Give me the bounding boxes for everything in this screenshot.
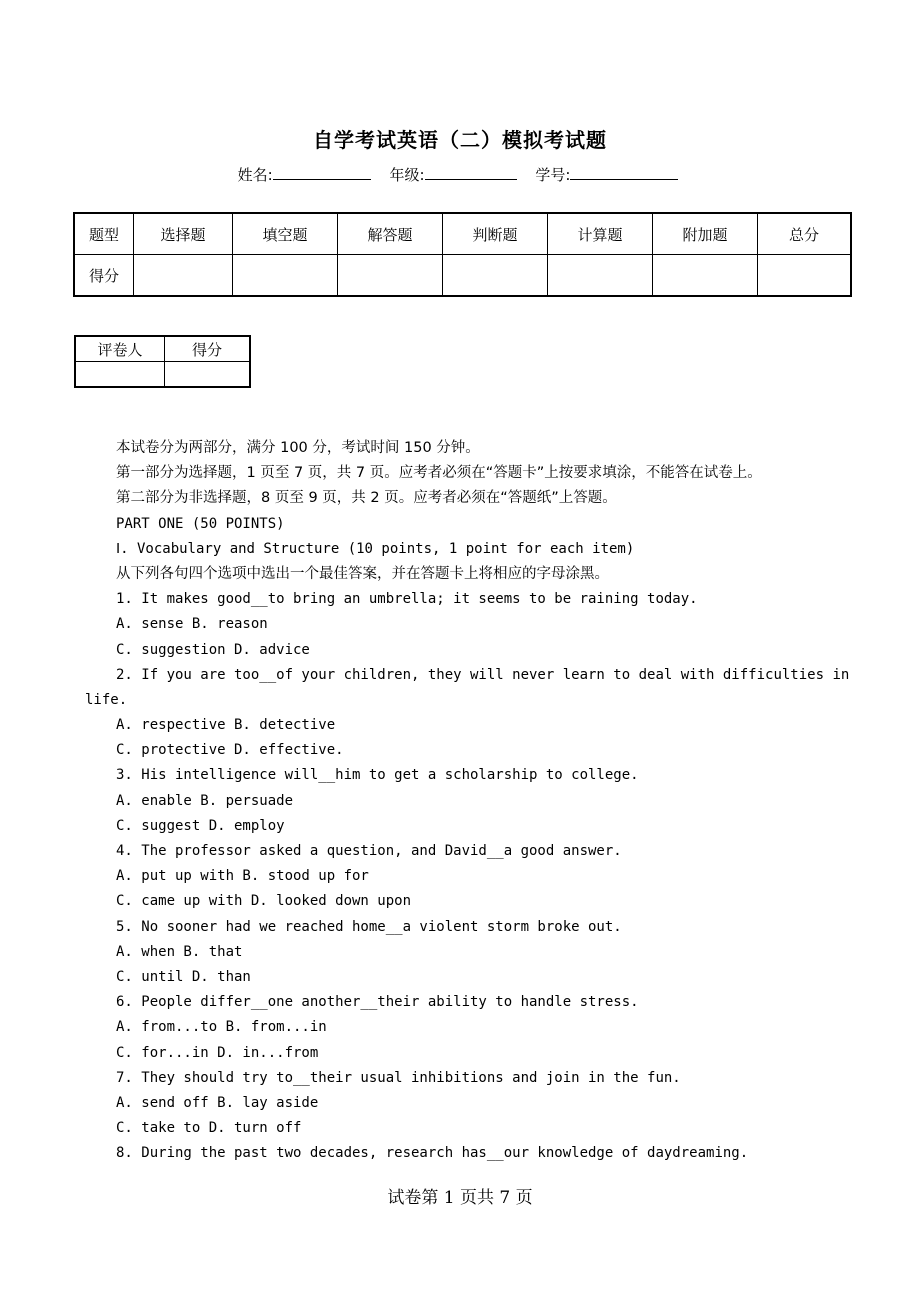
answer-options: C. suggestion D. advice bbox=[116, 641, 310, 658]
answer-options: A. respective B. detective bbox=[116, 717, 336, 734]
score-table bbox=[73, 212, 852, 297]
instruction-line: 第一部分为选择题，1 页至 7 页，共 7 页。应考者必须在“答题卡”上按要求填涂，不能答在试卷上。 bbox=[116, 465, 762, 482]
score-cell bbox=[134, 255, 233, 297]
student-id-label: 学号: bbox=[535, 166, 571, 184]
section-heading: PART ONE (50 POINTS) bbox=[116, 515, 285, 532]
instruction-line: 本试卷分为两部分，满分 100 分，考试时间 150 分钟。 bbox=[116, 440, 480, 456]
score-table-header-row bbox=[74, 213, 851, 255]
grader-header-reviewer: 评卷人 bbox=[75, 336, 165, 362]
score-cell bbox=[338, 255, 443, 297]
score-table-score-row bbox=[74, 255, 851, 297]
header-cell-type: 题型 bbox=[74, 213, 134, 255]
grader-header-score: 得分 bbox=[165, 336, 251, 362]
answer-options: A. when B. that bbox=[116, 943, 243, 960]
student-id-blank bbox=[570, 165, 678, 180]
instruction-line: 从下列各句四个选项中选出一个最佳答案，并在答题卡上将相应的字母涂黑。 bbox=[116, 565, 609, 582]
grade-blank bbox=[425, 165, 517, 180]
answer-options: A. send off B. lay aside bbox=[116, 1094, 319, 1111]
header-cell-calc: 计算题 bbox=[548, 213, 653, 255]
answer-options: C. take to D. turn off bbox=[116, 1120, 302, 1137]
question-text: 7. They should try to__their usual inhibitions and join in the fun. bbox=[116, 1069, 681, 1086]
score-cell bbox=[758, 255, 852, 297]
grade-label: 年级: bbox=[389, 166, 425, 184]
answer-options: C. came up with D. looked down upon bbox=[116, 893, 412, 910]
name-blank bbox=[273, 165, 371, 180]
question-text: 2. If you are too__of your children, they will never learn to deal with difficulties in bbox=[116, 666, 850, 683]
header-cell-choice: 选择题 bbox=[134, 213, 233, 255]
score-cell bbox=[443, 255, 548, 297]
score-cell bbox=[233, 255, 338, 297]
question-text: 8. During the past two decades, research has__our knowledge of daydreaming. bbox=[116, 1145, 749, 1162]
answer-options: A. from...to B. from...in bbox=[116, 1019, 327, 1036]
score-cell bbox=[548, 255, 653, 297]
answer-options: A. sense B. reason bbox=[116, 616, 268, 633]
subsection-heading: Ⅰ. Vocabulary and Structure (10 points, 1 point for each item) bbox=[116, 540, 635, 557]
answer-options: A. enable B. persuade bbox=[116, 792, 294, 809]
score-row-label: 得分 bbox=[74, 255, 134, 297]
header-cell-total: 总分 bbox=[758, 213, 852, 255]
page-footer: 试卷第 1 页共 7 页 bbox=[387, 1188, 533, 1208]
answer-options: C. protective D. effective. bbox=[116, 742, 344, 759]
question-text: 1. It makes good__to bring an umbrella; it seems to be raining today. bbox=[116, 591, 698, 608]
question-text: 4. The professor asked a question, and David__a good answer. bbox=[116, 843, 622, 859]
instruction-line: 第二部分为非选择题，8 页至 9 页，共 2 页。应考者必须在“答题纸”上答题。 bbox=[116, 490, 617, 507]
name-label: 姓名: bbox=[237, 166, 273, 184]
grader-cell bbox=[165, 362, 251, 388]
question-text: 6. People differ__one another__their ability to handle stress. bbox=[116, 994, 639, 1011]
answer-options: C. for...in D. in...from bbox=[116, 1044, 319, 1061]
question-text: 5. No sooner had we reached home__a violent storm broke out. bbox=[116, 918, 622, 935]
grader-header-row bbox=[75, 336, 250, 362]
header-cell-extra: 附加题 bbox=[653, 213, 758, 255]
exam-title: 自学考试英语（二）模拟考试题 bbox=[313, 128, 607, 152]
score-cell bbox=[653, 255, 758, 297]
question-text-continuation: life. bbox=[85, 691, 128, 708]
header-cell-solve: 解答题 bbox=[338, 213, 443, 255]
answer-options: C. suggest D. employ bbox=[116, 817, 285, 834]
grader-table bbox=[74, 335, 251, 388]
student-info-line bbox=[0, 164, 920, 185]
header-cell-fill: 填空题 bbox=[233, 213, 338, 255]
grader-cell bbox=[75, 362, 165, 388]
exam-body bbox=[85, 436, 850, 1166]
grader-blank-row bbox=[75, 362, 250, 388]
header-cell-judge: 判断题 bbox=[443, 213, 548, 255]
answer-options: A. put up with B. stood up for bbox=[116, 868, 369, 885]
question-text: 3. His intelligence will__him to get a scholarship to college. bbox=[116, 767, 639, 784]
answer-options: C. until D. than bbox=[116, 968, 251, 985]
